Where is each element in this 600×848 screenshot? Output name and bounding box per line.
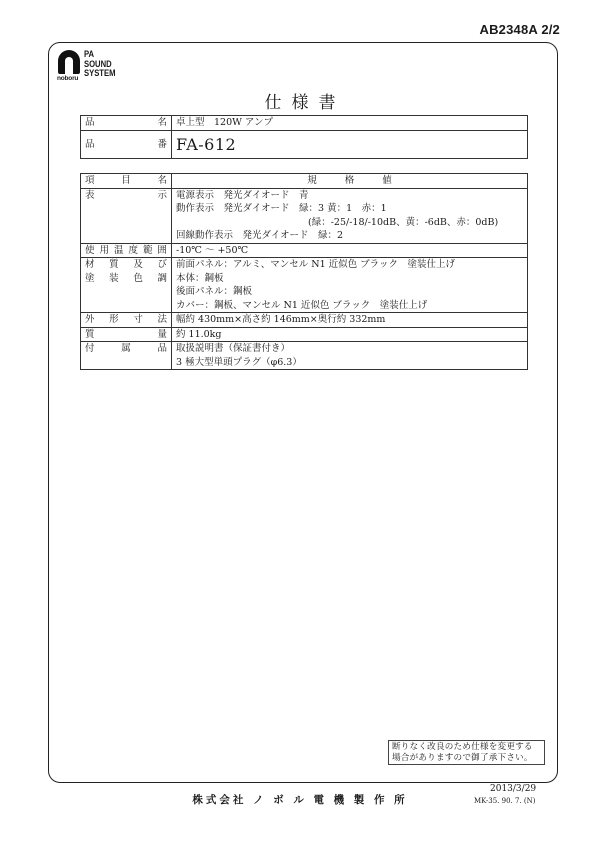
row-label <box>81 243 172 258</box>
label-char: 付 <box>85 343 95 354</box>
company-logo <box>58 50 158 82</box>
label-char: び <box>157 259 167 270</box>
logo-text <box>84 50 115 79</box>
label-char: 法 <box>157 314 167 325</box>
row-label <box>81 327 172 342</box>
logo-line: SOUND <box>84 58 112 69</box>
label-char: 質 <box>109 259 119 270</box>
product-name-label <box>81 116 172 131</box>
label-char: 装 <box>109 272 119 284</box>
logo-line: SYSTEM <box>84 68 116 78</box>
label-char: 項 <box>85 175 95 186</box>
row-value: 幅約 430mm×高さ約 146mm×奥行約 332mm <box>172 313 528 328</box>
company-name: 株式会社 ノ ボ ル 電 機 製 作 所 <box>192 794 408 806</box>
label-char: 寸 <box>133 314 143 325</box>
notice-line: 断りなく改良のため仕様を変更する <box>392 742 533 752</box>
spec-table <box>80 173 528 370</box>
value-line: 動作表示 発光ダイオード 緑：3 黄：1 赤：1 <box>176 203 387 214</box>
logo-line: PA <box>84 49 95 59</box>
header-item-name <box>81 174 172 189</box>
value-line: (緑：-25/-18/-10dB、黄：-6dB、赤：0dB) <box>308 216 499 228</box>
issue-date: 2013/3/29 <box>490 784 537 794</box>
header-spec-value <box>172 174 528 189</box>
label-char: 用 <box>99 244 109 256</box>
value-line: 本体：鋼板 <box>176 272 224 284</box>
label-char: 名 <box>157 175 167 186</box>
label-char: 属 <box>121 343 131 354</box>
form-number: MK-35. 90. 7. (N) <box>474 797 536 805</box>
label-char: 名 <box>157 117 167 128</box>
spec-row-display <box>81 188 528 243</box>
label-char: 番 <box>157 138 167 150</box>
product-number-label <box>81 131 172 159</box>
row-value: -10℃ ～ +50℃ <box>172 243 528 258</box>
row-value <box>172 188 528 243</box>
label-char: 形 <box>109 314 119 325</box>
product-table <box>80 115 528 159</box>
row-label <box>81 342 172 370</box>
label-char: 外 <box>85 314 95 325</box>
label-char: 度 <box>128 244 138 256</box>
label-char: 値 <box>382 175 392 186</box>
label-char: 調 <box>157 272 167 284</box>
value-line: 後面パネル：鋼板 <box>176 286 253 297</box>
row-value: 約 11.0kg <box>172 327 528 342</box>
notice-line: 場合がありますので御了承下さい。 <box>392 753 533 763</box>
value-line: カバー：鋼板、マンセル N1 近似色 ブラック 塗装仕上げ <box>176 299 428 311</box>
logo-brand: noboru <box>57 75 79 82</box>
spec-header-row <box>81 174 528 189</box>
product-number-value: FA-612 <box>172 131 528 159</box>
label-char: 温 <box>113 244 124 256</box>
product-name-value: 卓上型 120W アンプ <box>172 116 528 131</box>
product-number-row <box>81 131 528 159</box>
label-char: 囲 <box>157 244 167 256</box>
label-char: 色 <box>133 272 143 284</box>
spec-row-operating-temp <box>81 243 528 258</box>
row-value <box>172 258 528 313</box>
value-line: 3 極大型単頭プラグ（φ6.3） <box>176 356 302 368</box>
document-code: AB2348A 2/2 <box>479 22 560 37</box>
label-char: 材 <box>85 259 95 270</box>
page-title: 仕様書 <box>264 93 346 113</box>
label-char: 示 <box>157 189 167 201</box>
label-char: 及 <box>133 259 143 270</box>
value-line: 回線動作表示 発光ダイオード 緑：2 <box>176 230 344 241</box>
label-char: 範 <box>142 244 153 256</box>
label-char: 品 <box>85 138 95 150</box>
label-char: 塗 <box>85 272 95 284</box>
label-char: 品 <box>85 117 95 128</box>
label-char: 目 <box>121 175 131 186</box>
label-char: 量 <box>157 328 167 340</box>
row-label <box>81 313 172 328</box>
row-value <box>172 342 528 370</box>
spec-row-material-finish <box>81 258 528 313</box>
logo-mark-icon <box>58 50 80 74</box>
product-name-row <box>81 116 528 131</box>
label-char: 質 <box>85 328 95 340</box>
label-char: 表 <box>85 189 95 201</box>
label-char: 使 <box>85 244 95 256</box>
row-label <box>81 188 172 243</box>
spec-row-dimensions <box>81 313 528 328</box>
value-line: 前面パネル：アルミ、マンセル N1 近似色 ブラック 塗装仕上げ <box>176 259 455 270</box>
value-line: 取扱説明書（保証書付き） <box>176 343 291 354</box>
row-label <box>81 258 172 313</box>
spec-change-notice <box>388 740 545 765</box>
label-char: 格 <box>344 175 355 186</box>
spec-row-weight <box>81 327 528 342</box>
label-char: 品 <box>157 343 167 354</box>
value-line: 電源表示 発光ダイオード 青 <box>176 189 309 201</box>
label-char: 規 <box>307 175 317 186</box>
spec-row-accessories <box>81 342 528 370</box>
